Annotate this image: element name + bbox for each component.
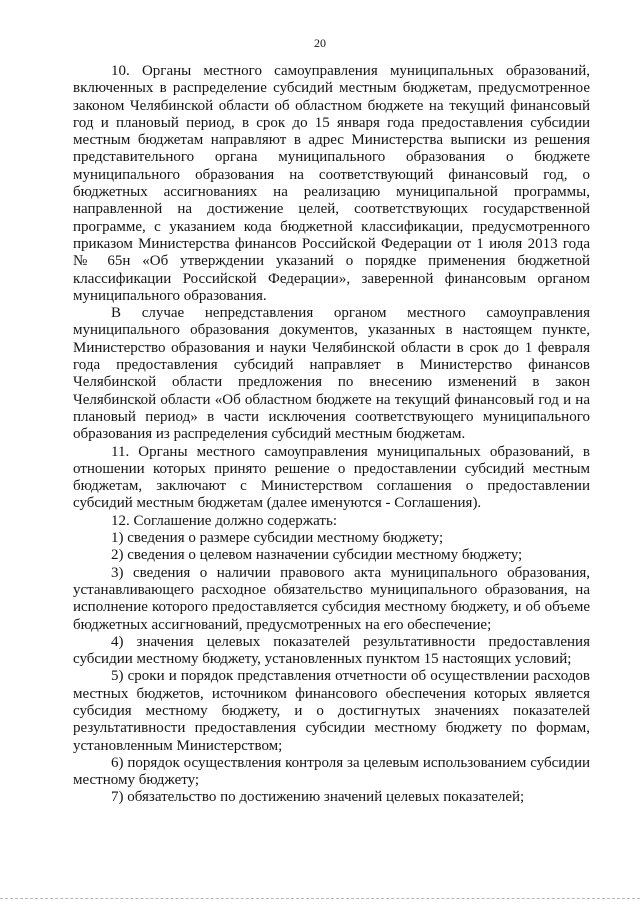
document-body (73, 63, 590, 807)
list-item-1: 1) сведения о размере субсидии местному бюджету; (111, 530, 444, 547)
list-item-4: 4) значения целевых показателей результативности предоставления субсидии местному бюджету, установленных пунктом 15 настоящих условий; (73, 633, 590, 668)
page-number: 20 (314, 36, 326, 50)
paragraph-item-10-continuation: В случае непредставления органом местного самоуправления муниципального образования документов, указанных в настоящем пункте, Министерство образования и науки Челябинской области в срок до 1 февраля года предоставления субсидий направляет в Министерство финансов Челябинской области предложения по внесению изменений в закон Челябинской области «Об областном бюджете на текущий финансовый год и на плановый период» в части исключения соответствующего муниципального образования из распределения субсидий местным бюджетам. (73, 305, 590, 443)
list-item-3: 3) сведения о наличии правового акта муниципального образования, устанавливающего расходное обязательство муниципального образования, на исполнение которого предоставляется субсидия местному бюджету, и об объеме бюджетных ассигнований, предусмотренных на его обеспечение; (73, 564, 590, 633)
list-item-2: 2) сведения о целевом назначении субсидии местному бюджету; (111, 547, 523, 564)
list-item-6: 6) порядок осуществления контроля за целевым использованием субсидии местному бюджету; (73, 754, 590, 789)
paragraph-item-11: 11. Органы местного самоуправления муниципальных образований, в отношении которых принято решение о предоставлении субсидий местным бюджетам, заключают с Министерством соглашения о предоставлении субсидий местным бюджетам (далее именуются - Соглашения). (73, 443, 590, 512)
list-item-5: 5) сроки и порядок представления отчетности об осуществлении расходов местных бюджетов, источником финансового обеспечения которых является субсидия местному бюджету, и о достигнутых значениях показателей результативности предоставления субсидии местному бюджету по формам, установленным Министерством; (73, 668, 590, 754)
scan-edge-divider (0, 898, 640, 899)
paragraph-item-10: 10. Органы местного самоуправления муниципальных образований, включенных в распределение субсидий местным бюджетам, предусмотренное законом Челябинской области об областном бюджете на текущий финансовый год и плановый период, в срок до 15 января года предоставления субсидии местным бюджетам направляют в адрес Министерства выписки из решения представительного органа муниципального образования о бюджете муниципального образования на соответствующий финансовый год, о бюджетных ассигнованиях на реализацию муниципальной программы, направленной на достижение целей, соответствующих государственной программе, с указанием кода бюджетной классификации, предусмотренного приказом Министерства финансов Российской Федерации от 1 июля 2013 года № 65н «Об утверждении указаний о порядке применения бюджетной классификации Российской Федерации», заверенной финансовым органом муниципального образования. (73, 63, 590, 304)
list-item-7: 7) обязательство по достижению значений целевых показателей; (111, 789, 525, 806)
paragraph-item-12: 12. Соглашение должно содержать: (111, 512, 337, 529)
